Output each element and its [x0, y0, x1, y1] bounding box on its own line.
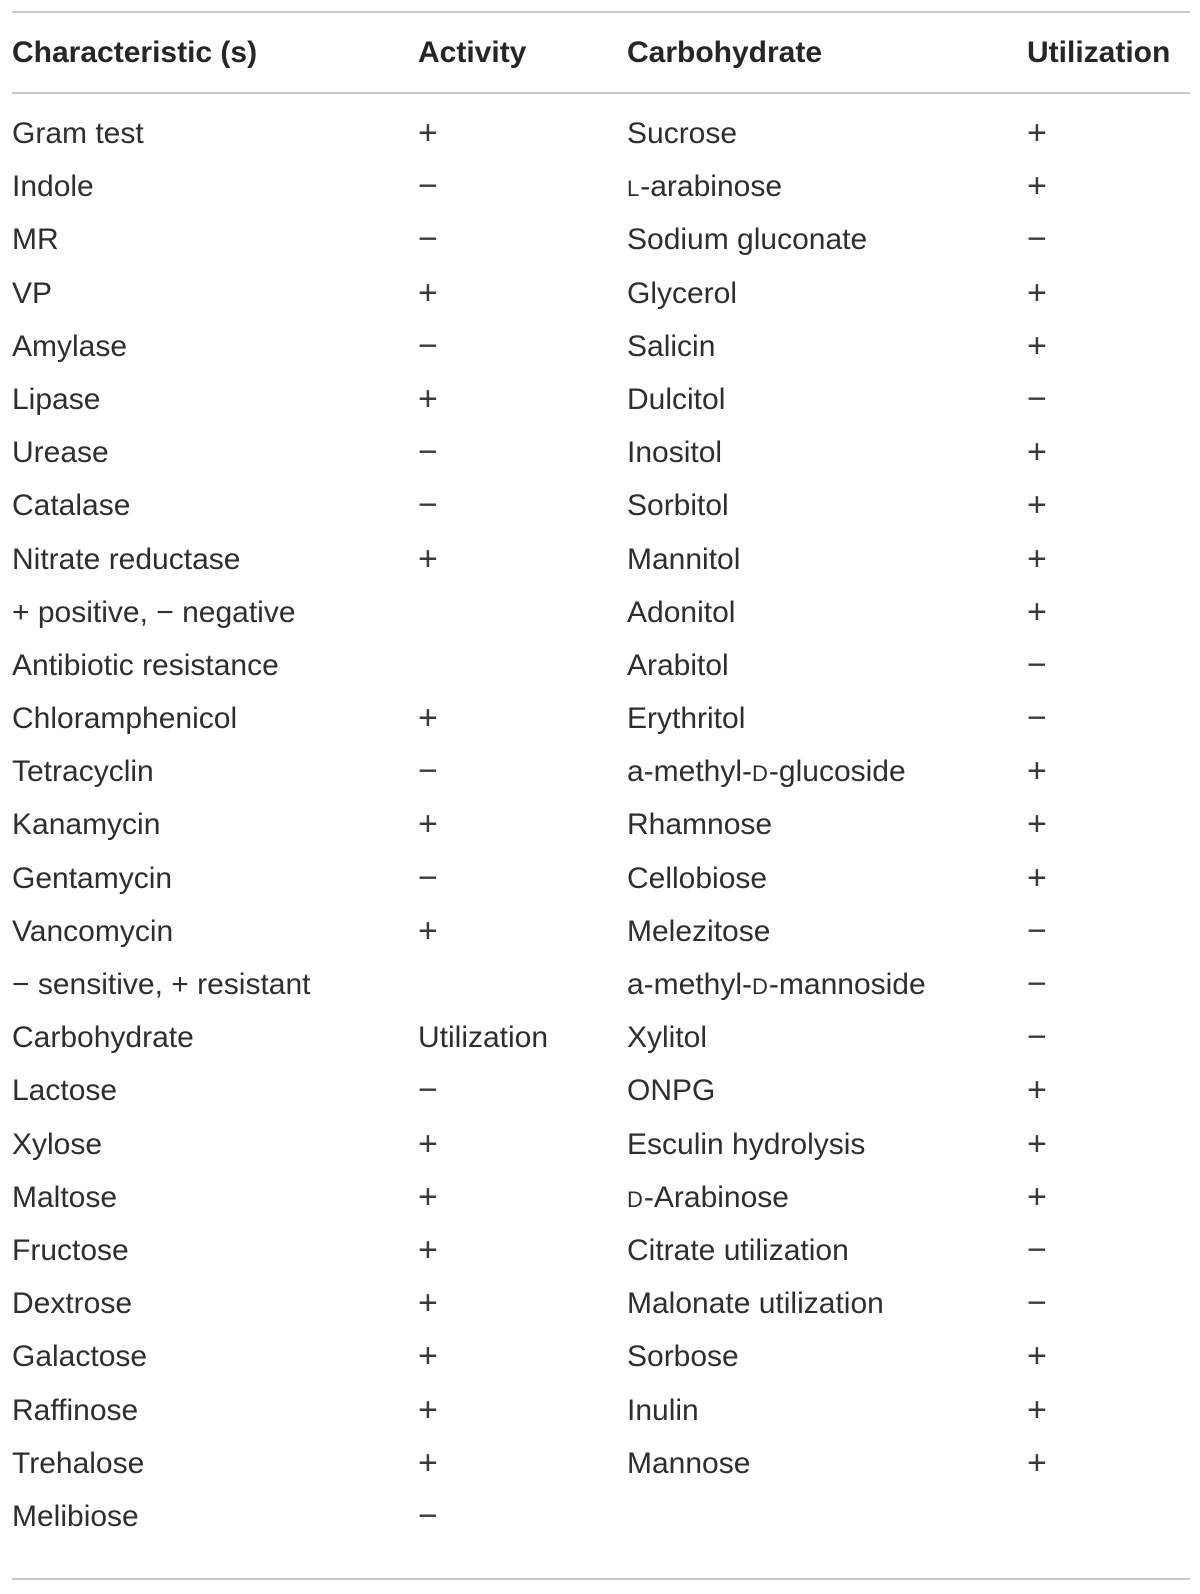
activity-cell: −: [418, 486, 438, 525]
characteristic-cell: Nitrate reductase: [12, 542, 241, 576]
carbohydrate-name: Salicin: [627, 329, 716, 363]
utilization-cell: −: [1027, 1284, 1047, 1323]
table-row: [0, 320, 1200, 373]
carbohydrate-cell: [627, 479, 729, 534]
characteristic-cell: Vancomycin: [12, 914, 174, 948]
activity-cell: −: [418, 433, 438, 472]
carbohydrate-cell: [627, 1064, 715, 1119]
table-top-rule: [12, 11, 1190, 13]
utilization-cell: +: [1027, 1177, 1047, 1216]
carbohydrate-cell: [627, 586, 735, 641]
table-row: [0, 1064, 1200, 1117]
carbohydrate-prefix: a-methyl-: [627, 968, 753, 1001]
utilization-cell: +: [1027, 1390, 1047, 1429]
table-row: [0, 1490, 1200, 1543]
activity-cell: −: [418, 167, 438, 206]
header-utilization: Utilization: [1027, 36, 1171, 69]
carbohydrate-name: Citrate utilization: [627, 1233, 849, 1267]
carbohydrate-name: Sucrose: [627, 117, 738, 150]
characteristic-cell: Dextrose: [12, 1287, 133, 1321]
characteristic-cell: + positive, − negative: [12, 595, 296, 629]
activity-cell: +: [418, 1337, 438, 1376]
characteristic-cell: Tetracyclin: [12, 755, 154, 789]
characteristic-cell: Gentamycin: [12, 861, 173, 895]
carbohydrate-cell: [627, 905, 770, 960]
characteristic-cell: Lipase: [12, 382, 101, 416]
carbohydrate-cell: [627, 533, 740, 588]
activity-cell: +: [418, 699, 438, 738]
carbohydrate-cell: [627, 1330, 739, 1385]
carbohydrate-name: Adonitol: [627, 595, 736, 629]
utilization-cell: −: [1027, 379, 1047, 418]
characteristic-cell: Galactose: [12, 1340, 148, 1374]
carbohydrate-cell: [627, 160, 782, 215]
carbohydrate-cell: [627, 852, 767, 907]
carbohydrate-name: Melezitose: [627, 914, 771, 948]
header-carbohydrate: Carbohydrate: [627, 36, 823, 69]
carbohydrate-cell: [627, 1384, 699, 1439]
carbohydrate-small-caps: D: [627, 1186, 644, 1212]
activity-cell: −: [418, 858, 438, 897]
carbohydrate-small-caps: D: [752, 761, 769, 787]
utilization-cell: +: [1027, 114, 1047, 152]
table-row: [0, 1224, 1200, 1277]
carbohydrate-name: -arabinose: [640, 170, 783, 204]
utilization-cell: +: [1027, 1124, 1047, 1163]
activity-cell: +: [418, 1284, 438, 1323]
carbohydrate-cell: [627, 1171, 789, 1226]
carbohydrate-name: Malonate utilization: [627, 1287, 884, 1321]
carbohydrate-name: Rhamnose: [627, 808, 773, 842]
utilization-cell: +: [1027, 1443, 1047, 1482]
utilization-cell: +: [1027, 1071, 1047, 1110]
activity-cell: Utilization: [418, 1021, 549, 1055]
table-row: [0, 533, 1200, 586]
activity-cell: +: [418, 1230, 438, 1269]
table-row: [0, 1384, 1200, 1437]
utilization-cell: +: [1027, 486, 1047, 525]
activity-cell: +: [418, 539, 438, 578]
carbohydrate-cell: [627, 745, 906, 800]
utilization-cell: −: [1027, 965, 1047, 1003]
characteristic-cell: Amylase: [12, 329, 128, 363]
utilization-cell: +: [1027, 858, 1047, 897]
table-row: [0, 798, 1200, 851]
activity-cell: +: [418, 114, 438, 152]
activity-cell: +: [418, 1177, 438, 1216]
activity-cell: +: [418, 911, 438, 950]
carbohydrate-cell: [627, 798, 772, 853]
utilization-cell: +: [1027, 167, 1047, 206]
carbohydrate-cell: [627, 639, 729, 694]
utilization-cell: +: [1027, 805, 1047, 844]
utilization-cell: −: [1027, 911, 1047, 950]
carbohydrate-small-caps: L: [627, 176, 641, 202]
characteristic-cell: Chloramphenicol: [12, 702, 238, 736]
table-row: [0, 1118, 1200, 1171]
table-row: [0, 639, 1200, 692]
carbohydrate-cell: [627, 213, 867, 268]
utilization-cell: +: [1027, 592, 1047, 631]
table-row: [0, 1171, 1200, 1224]
activity-cell: +: [418, 805, 438, 844]
table-row: [0, 107, 1200, 160]
table-row: [0, 1011, 1200, 1064]
table-row: [0, 745, 1200, 798]
table-row: [0, 213, 1200, 266]
table-row: [0, 160, 1200, 213]
characteristic-cell: Indole: [12, 170, 94, 204]
carbohydrate-prefix: a-methyl-: [627, 755, 753, 789]
carbohydrate-name: Inulin: [627, 1393, 699, 1427]
characteristic-cell: Urease: [12, 436, 109, 470]
table-row: [0, 852, 1200, 905]
carbohydrate-cell: [627, 267, 737, 322]
table-row: [0, 905, 1200, 958]
carbohydrate-name: Sodium gluconate: [627, 223, 868, 257]
characteristic-cell: − sensitive, + resistant: [12, 968, 311, 1001]
characteristic-cell: Kanamycin: [12, 808, 161, 842]
carbohydrate-name: Sorbitol: [627, 489, 729, 523]
carbohydrate-name: Erythritol: [627, 702, 746, 736]
utilization-cell: +: [1027, 326, 1047, 365]
header-characteristic: Characteristic (s): [12, 36, 258, 69]
carbohydrate-cell: [627, 1277, 884, 1332]
carbohydrate-name: Xylitol: [627, 1021, 708, 1055]
carbohydrate-name: Inositol: [627, 436, 723, 470]
utilization-cell: −: [1027, 645, 1047, 684]
carbohydrate-name: -glucoside: [768, 755, 906, 789]
characteristic-cell: Catalase: [12, 489, 131, 523]
characteristic-cell: Melibiose: [12, 1499, 139, 1533]
characteristic-cell: Trehalose: [12, 1446, 145, 1480]
utilization-cell: −: [1027, 699, 1047, 738]
carbohydrate-name: -Arabinose: [643, 1180, 789, 1214]
carbohydrate-name: Dulcitol: [627, 382, 726, 416]
table-row: [0, 426, 1200, 479]
carbohydrate-cell: [627, 1118, 865, 1173]
characteristic-cell: MR: [12, 223, 59, 257]
table-row: [0, 692, 1200, 745]
header-activity: Activity: [418, 36, 527, 69]
carbohydrate-cell: [627, 107, 737, 162]
utilization-cell: +: [1027, 433, 1047, 472]
characteristic-cell: Gram test: [12, 117, 144, 150]
utilization-cell: −: [1027, 220, 1047, 259]
carbohydrate-cell: [627, 373, 725, 428]
carbohydrate-name: Esculin hydrolysis: [627, 1127, 866, 1161]
activity-cell: +: [418, 379, 438, 418]
utilization-cell: +: [1027, 1337, 1047, 1376]
characteristic-cell: Lactose: [12, 1074, 118, 1108]
carbohydrate-name: Glycerol: [627, 276, 738, 310]
table-row: [0, 479, 1200, 532]
utilization-cell: −: [1027, 1018, 1047, 1057]
carbohydrate-cell: [627, 958, 926, 1013]
carbohydrate-cell: [627, 426, 722, 481]
table-row: [0, 1277, 1200, 1330]
characteristic-cell: Carbohydrate: [12, 1021, 194, 1055]
carbohydrate-cell: [627, 1437, 750, 1492]
carbohydrate-name: Sorbose: [627, 1340, 739, 1374]
carbohydrate-name: -mannoside: [768, 968, 926, 1001]
characteristic-cell: Fructose: [12, 1233, 129, 1267]
table-row: [0, 267, 1200, 320]
activity-cell: +: [418, 1443, 438, 1482]
table-row: [0, 1437, 1200, 1490]
activity-cell: −: [418, 1071, 438, 1110]
table-row: [0, 958, 1200, 1011]
activity-cell: +: [418, 1124, 438, 1163]
activity-cell: +: [418, 273, 438, 312]
header-divider-rule: [12, 92, 1190, 94]
characteristic-cell: Xylose: [12, 1127, 103, 1161]
carbohydrate-cell: [627, 1011, 707, 1066]
activity-cell: −: [418, 752, 438, 791]
characteristic-cell: Raffinose: [12, 1393, 139, 1427]
carbohydrate-cell: [627, 1224, 849, 1279]
characteristic-cell: VP: [12, 276, 53, 310]
table-row: [0, 586, 1200, 639]
table-body: [0, 107, 1200, 1543]
utilization-cell: −: [1027, 1230, 1047, 1269]
carbohydrate-name: Mannose: [627, 1446, 751, 1480]
carbohydrate-name: Cellobiose: [627, 861, 768, 895]
activity-cell: −: [418, 326, 438, 365]
table-bottom-rule: [12, 1578, 1190, 1580]
carbohydrate-cell: [627, 320, 715, 375]
carbohydrate-small-caps: D: [752, 974, 769, 999]
utilization-cell: +: [1027, 539, 1047, 578]
activity-cell: +: [418, 1390, 438, 1429]
table-row: [0, 1330, 1200, 1383]
characteristic-cell: Antibiotic resistance: [12, 648, 279, 682]
table-header-row: [0, 28, 1200, 78]
utilization-cell: +: [1027, 273, 1047, 312]
carbohydrate-name: Mannitol: [627, 542, 741, 576]
table-row: [0, 373, 1200, 426]
carbohydrate-name: Arabitol: [627, 648, 729, 682]
carbohydrate-cell: [627, 692, 745, 747]
characteristic-cell: Maltose: [12, 1180, 118, 1214]
carbohydrate-name: ONPG: [627, 1074, 716, 1108]
activity-cell: −: [418, 1496, 438, 1535]
activity-cell: −: [418, 220, 438, 259]
utilization-cell: +: [1027, 752, 1047, 791]
